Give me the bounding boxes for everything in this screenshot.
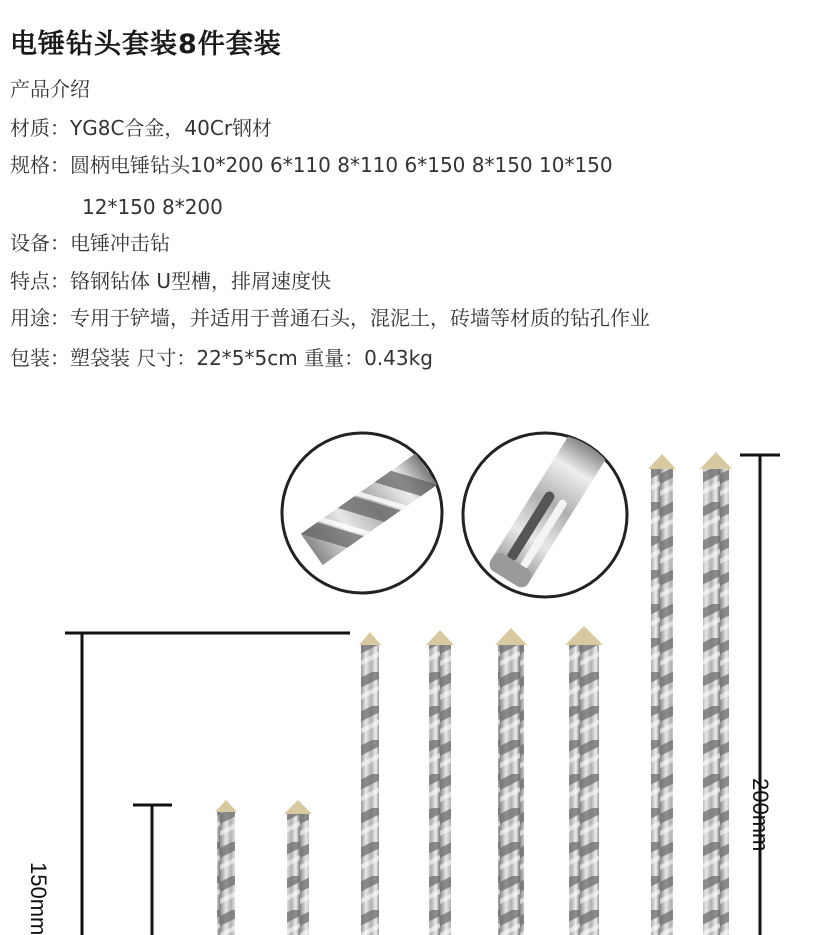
- drill-bit-8x200: [648, 454, 676, 935]
- intro-heading: 产品介绍: [10, 77, 90, 101]
- shank-closeup-icon: [463, 431, 627, 597]
- dimension-bracket-110: [133, 805, 172, 935]
- packaging-line: 包装：塑袋装 尺寸：22*5*5cm 重量：0.43kg: [10, 346, 433, 370]
- drill-bit-6x110: [215, 800, 237, 935]
- spec-line-2: 12*150 8*200: [82, 195, 223, 219]
- dimension-label-200mm: 200mm: [748, 778, 773, 852]
- material-line: 材质：YG8C合金，40Cr钢材: [10, 116, 273, 140]
- product-photo: [0, 400, 827, 935]
- drill-bit-8x150: [426, 630, 454, 935]
- product-title: 电锤钻头套装8件套装: [10, 29, 282, 60]
- flute-closeup-icon: [282, 433, 442, 593]
- drill-bit-12x150: [565, 626, 603, 935]
- equipment-line: 设备：电锤冲击钻: [10, 231, 170, 255]
- dimension-bracket-200: [740, 455, 780, 935]
- usage-line: 用途：专用于铲墙，并适用于普通石头，混泥土，砖墙等材质的钻孔作业: [10, 306, 650, 330]
- drill-bit-8x110: [284, 800, 312, 935]
- drill-bit-10x200: [700, 452, 732, 935]
- drill-bit-6x150: [359, 632, 381, 935]
- dimension-label-150mm: 150mm: [26, 862, 51, 935]
- drill-bit-set-illustration: [0, 400, 827, 935]
- features-line: 特点：铬钢钻体 U型槽，排屑速度快: [10, 269, 331, 293]
- spec-line-1: 规格：圆柄电锤钻头10*200 6*110 8*110 6*150 8*150 10*150: [10, 153, 613, 177]
- drill-bit-10x150: [495, 628, 527, 935]
